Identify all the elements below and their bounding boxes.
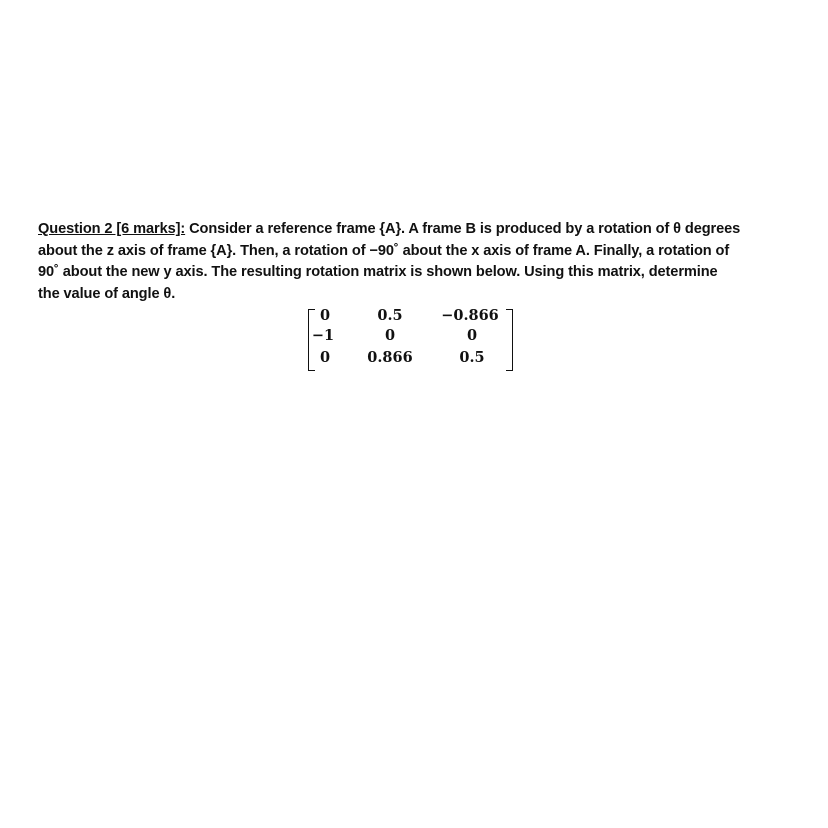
matrix-cell: 0 — [384, 327, 396, 344]
matrix-cell: −0.866 — [441, 307, 499, 324]
question-label: Question 2 [6 marks]: — [38, 221, 186, 237]
matrix-cell: 0 — [466, 327, 478, 344]
question-text — [38, 219, 790, 305]
question-line-3: 90˚ about the new y axis. The resulting rotation matrix is shown below. Using this matrix, determine — [38, 264, 718, 280]
question-line-1-text: Consider a reference frame {A}. A frame B is produced by a rotation of θ degrees — [185, 221, 741, 237]
question-line-1 — [38, 219, 790, 241]
matrix-cell: −1 — [311, 327, 335, 344]
rotation-matrix — [308, 307, 518, 367]
matrix-cell: 0.5 — [459, 349, 485, 366]
matrix-cell: 0 — [319, 307, 331, 324]
question-line-2: about the z axis of frame {A}. Then, a rotation of −90˚ about the x axis of frame A. Finally, a rotation of — [38, 242, 730, 259]
matrix-cell: 0.5 — [377, 307, 403, 324]
matrix-cell: 0.866 — [367, 349, 413, 366]
matrix-cell: 0 — [319, 349, 331, 366]
matrix-right-bracket — [506, 309, 513, 371]
question-line-4: the value of angle θ. — [38, 285, 176, 302]
